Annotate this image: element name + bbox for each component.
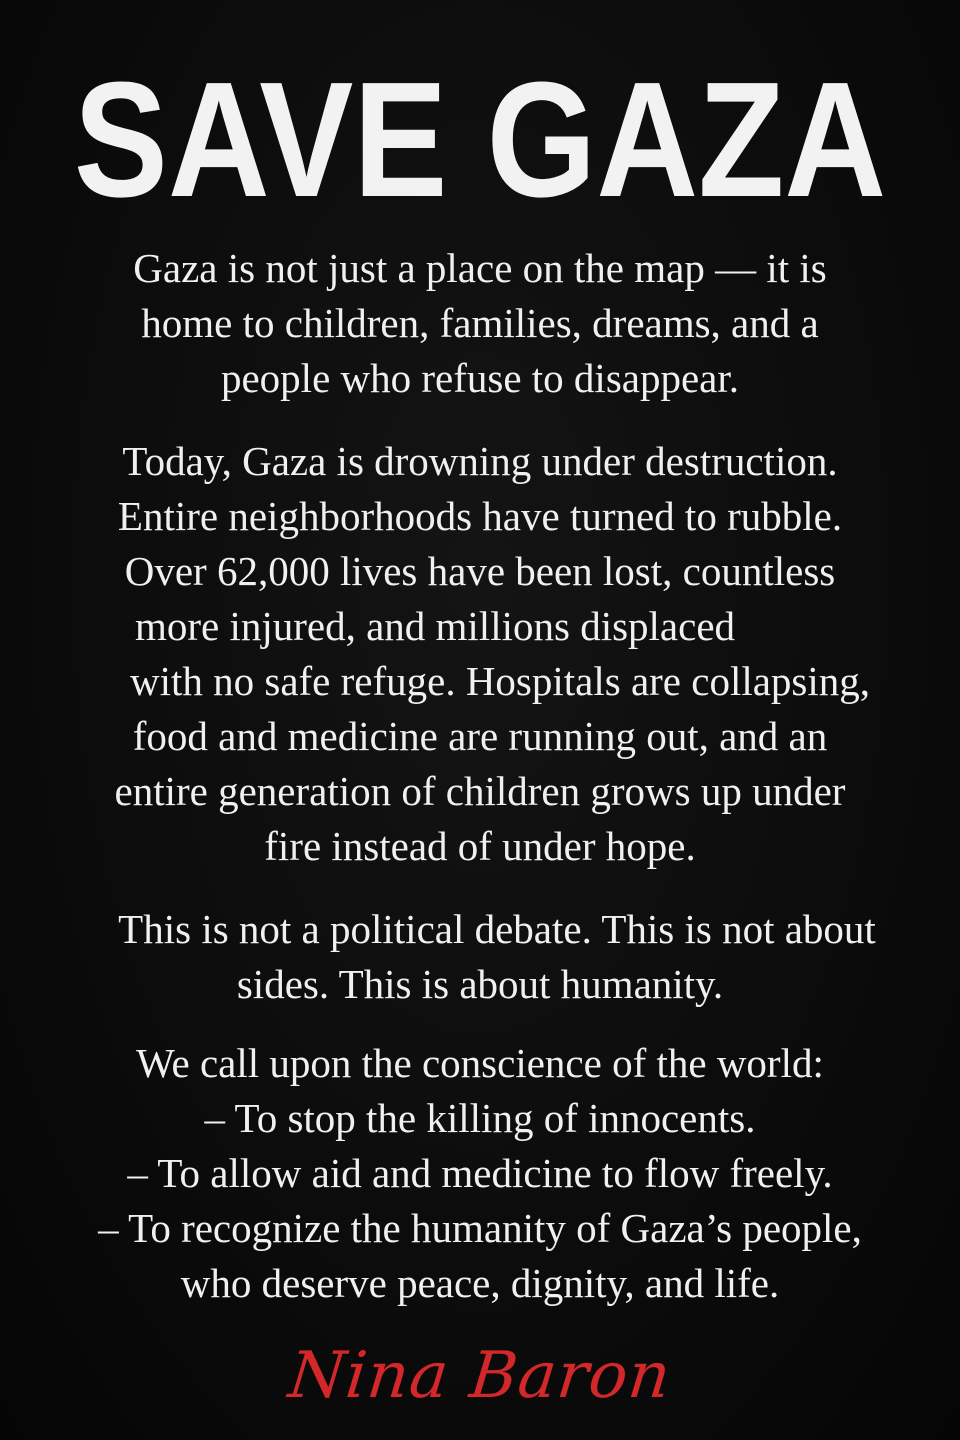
paragraph-2-line: Entire neighborhoods have turned to rubble. xyxy=(117,493,843,539)
paragraph-1-line: home to children, families, dreams, and a xyxy=(141,300,819,346)
paragraph-3-line: sides. This is about humanity. xyxy=(236,961,724,1007)
paragraph-3-line: This is not a political debate. This is not about xyxy=(118,906,876,952)
paragraph-2-line: more injured, and millions displaced xyxy=(134,603,736,649)
paragraph-2-line: entire generation of children grows up under xyxy=(114,768,846,814)
paragraph-1-line: Gaza is not just a place on the map — it is xyxy=(133,245,827,291)
paragraph-4-line: – To stop the killing of innocents. xyxy=(204,1095,756,1141)
paragraph-2-line: Over 62,000 lives have been lost, countless xyxy=(124,548,836,594)
paragraph-2-line: food and medicine are running out, and an xyxy=(132,713,828,759)
paragraph-4-line: – To recognize the humanity of Gaza’s people, xyxy=(98,1205,862,1251)
paragraph-4-line: – To allow aid and medicine to flow freely. xyxy=(127,1150,833,1196)
paragraph-4-line: who deserve peace, dignity, and life. xyxy=(180,1260,780,1306)
poster-title: SAVE GAZA xyxy=(73,48,887,231)
signature: Nina Baron xyxy=(285,1339,675,1413)
paragraph-1-line: people who refuse to disappear. xyxy=(220,355,740,401)
paragraph-2-line: with no safe refuge. Hospitals are collapsing, xyxy=(129,658,871,704)
paragraph-2-line: Today, Gaza is drowning under destruction. xyxy=(122,438,838,484)
paragraph-2-line: fire instead of under hope. xyxy=(264,823,696,869)
paragraph-4-line: We call upon the conscience of the world: xyxy=(136,1040,824,1086)
